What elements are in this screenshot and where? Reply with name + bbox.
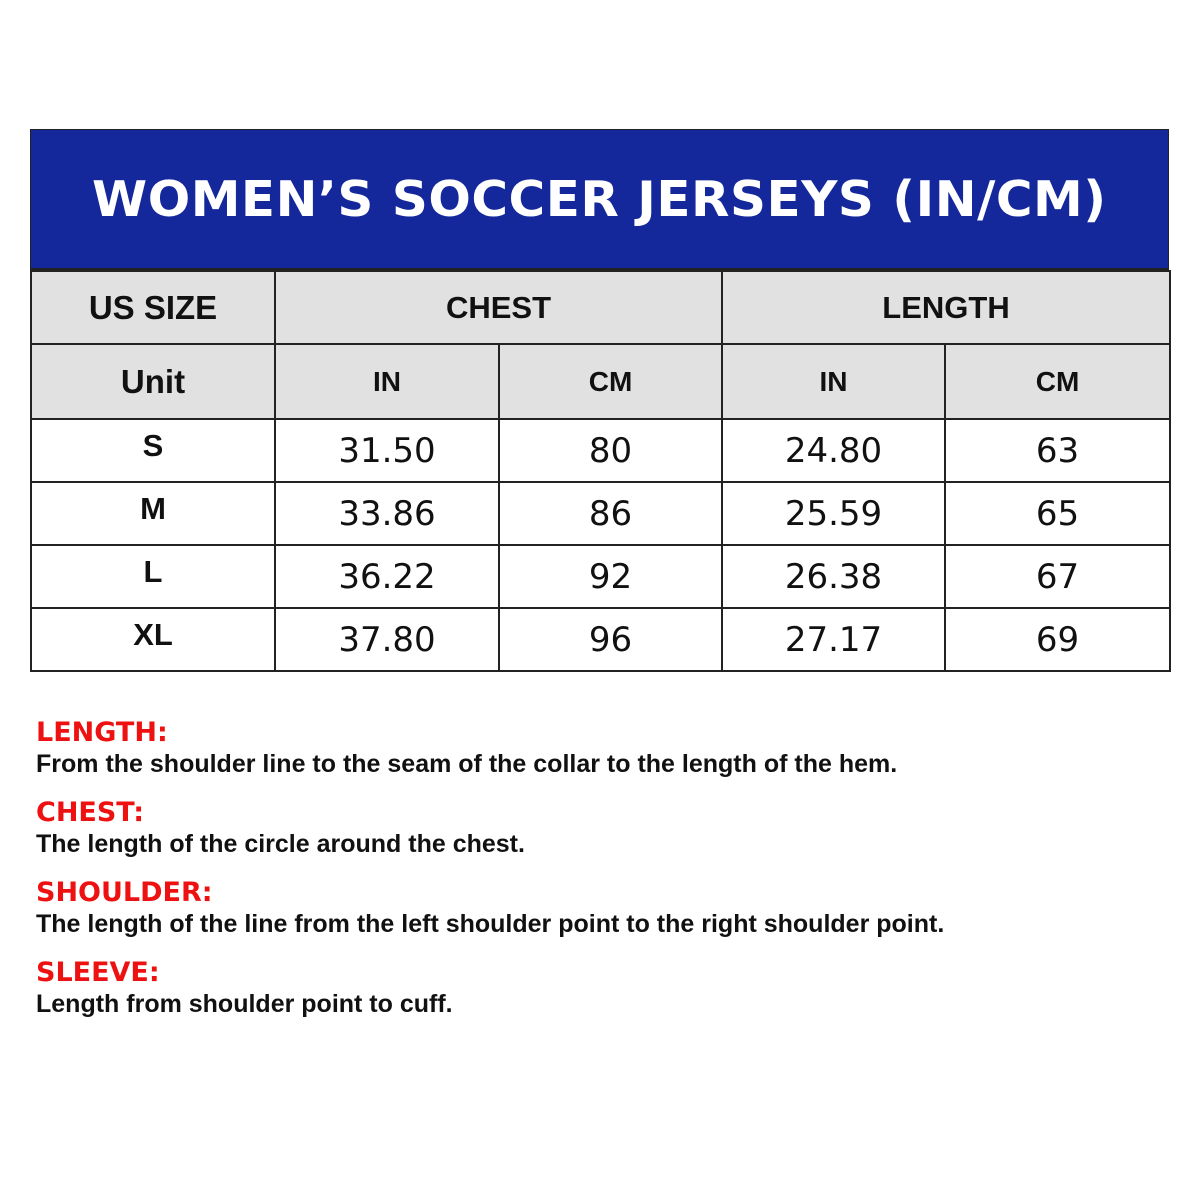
table-row — [31, 608, 1170, 671]
length-cm-cell: 65 — [945, 482, 1170, 545]
header-us-size: US SIZE — [31, 271, 275, 344]
note-label: LENGTH: — [36, 717, 168, 748]
size-cell: M — [31, 482, 275, 545]
table-row — [31, 545, 1170, 608]
header-row-units — [31, 344, 1170, 419]
chest-cm-cell: 96 — [499, 608, 722, 671]
title-banner — [30, 129, 1169, 270]
length-in-cell: 26.38 — [722, 545, 945, 608]
size-cell: L — [31, 545, 275, 608]
chest-cm-cell: 86 — [499, 482, 722, 545]
table-row — [31, 482, 1170, 545]
chest-in-cell: 31.50 — [275, 419, 499, 482]
chest-cm-cell: 92 — [499, 545, 722, 608]
length-cm-cell: 69 — [945, 608, 1170, 671]
note-label: SLEEVE: — [36, 957, 160, 988]
size-cell: S — [31, 419, 275, 482]
length-in-cell: 27.17 — [722, 608, 945, 671]
note-description: The length of the circle around the chest. — [36, 830, 525, 858]
length-cm-cell: 63 — [945, 419, 1170, 482]
chest-in-cell: 36.22 — [275, 545, 499, 608]
note-label: CHEST: — [36, 797, 145, 828]
header-length: LENGTH — [722, 271, 1170, 344]
table-row — [31, 419, 1170, 482]
note-chest — [36, 797, 944, 859]
chest-in-cell: 37.80 — [275, 608, 499, 671]
size-table — [30, 270, 1171, 672]
length-cm-cell: 67 — [945, 545, 1170, 608]
note-sleeve — [36, 957, 944, 1019]
note-description: Length from shoulder point to cuff. — [36, 990, 453, 1018]
chest-cm-cell: 80 — [499, 419, 722, 482]
size-chart — [30, 129, 1169, 672]
measurement-notes — [36, 717, 944, 1037]
note-description: The length of the line from the left shoulder point to the right shoulder point. — [36, 910, 945, 938]
header-unit: Unit — [31, 344, 275, 419]
header-length-cm: CM — [945, 344, 1170, 419]
note-label: SHOULDER: — [36, 877, 213, 908]
chest-in-cell: 33.86 — [275, 482, 499, 545]
chart-title: WOMEN’S SOCCER JERSEYS (IN/CM) — [92, 170, 1107, 228]
header-row-groups — [31, 271, 1170, 344]
length-in-cell: 24.80 — [722, 419, 945, 482]
length-in-cell: 25.59 — [722, 482, 945, 545]
header-chest: CHEST — [275, 271, 722, 344]
note-shoulder — [36, 877, 944, 939]
header-chest-in: IN — [275, 344, 499, 419]
note-description: From the shoulder line to the seam of the collar to the length of the hem. — [36, 750, 898, 778]
header-chest-cm: CM — [499, 344, 722, 419]
note-length — [36, 717, 944, 779]
size-cell: XL — [31, 608, 275, 671]
header-length-in: IN — [722, 344, 945, 419]
